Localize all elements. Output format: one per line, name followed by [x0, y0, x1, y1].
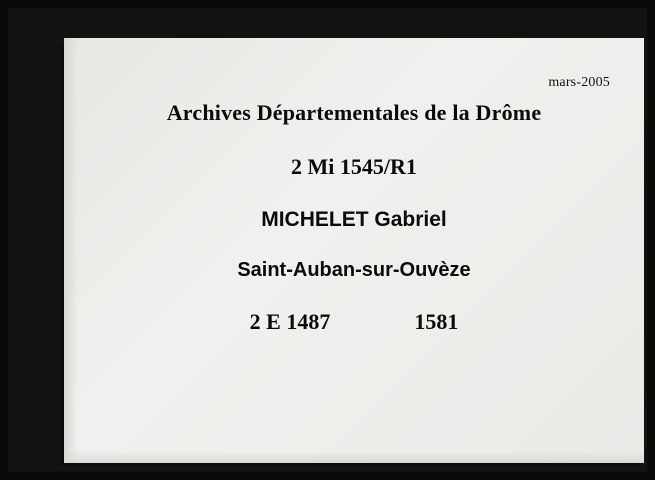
year-value: 1581 — [414, 309, 459, 334]
cote-value: 2 E 1487 — [249, 309, 331, 334]
cote-year-line — [64, 309, 644, 335]
place-line: Saint-Auban-sur-Ouvèze — [237, 259, 471, 281]
date-stamp: mars-2005 — [548, 75, 610, 90]
target-card — [64, 38, 644, 463]
film-reference-line: 2 Mi 1545/R1 — [291, 154, 417, 179]
person-name-line: MICHELET Gabriel — [261, 208, 447, 231]
card-text-block — [64, 100, 644, 335]
film-plate — [8, 8, 647, 472]
institution-line: Archives Départementales de la Drôme — [166, 100, 542, 125]
